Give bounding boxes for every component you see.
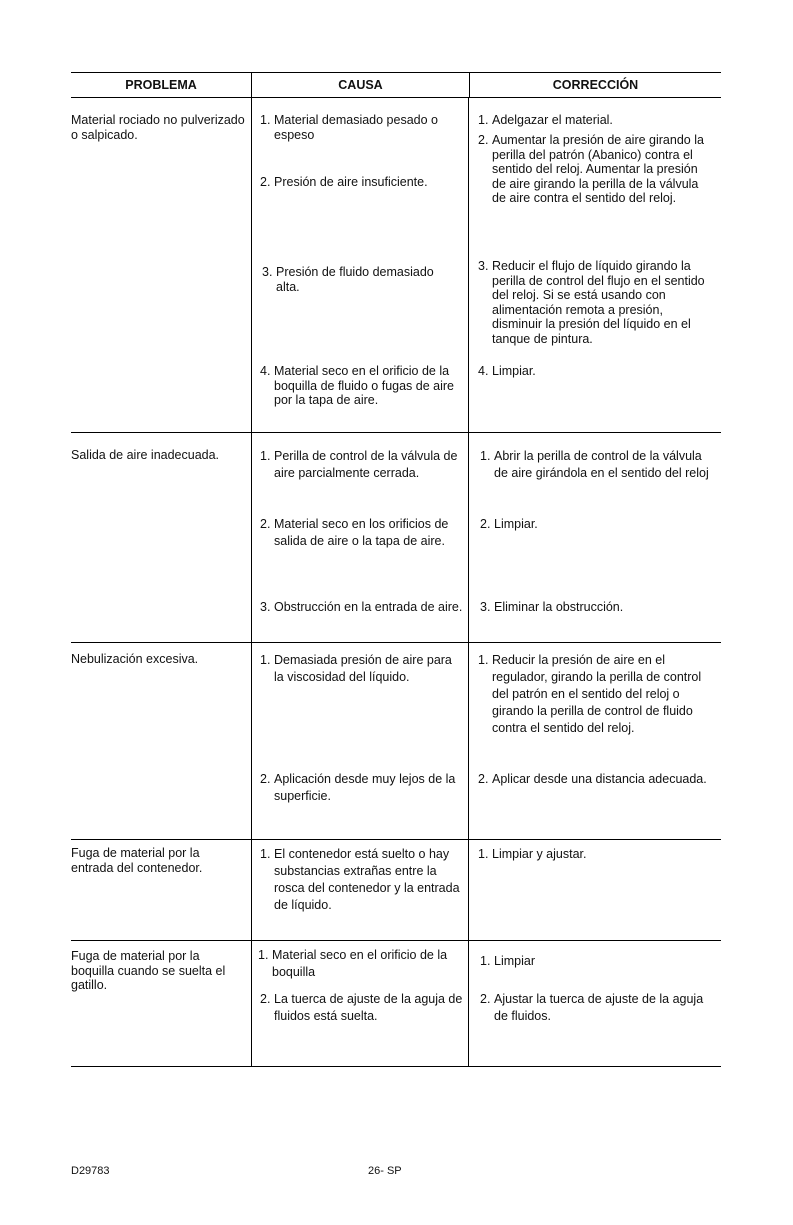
item-text: Abrir la perilla de control de la válvula de aire girándola en el sentido del reloj (494, 449, 709, 480)
causa-item (260, 991, 464, 1025)
page-number: 26- SP (368, 1165, 402, 1177)
table-row (71, 941, 721, 1067)
causa-item (258, 947, 466, 981)
item-number: 2. (480, 517, 491, 531)
item-text: Limpiar (494, 954, 535, 968)
correccion-item (478, 364, 715, 379)
item-text: Material seco en el orificio de la boquilla (272, 948, 448, 979)
causa-item (260, 652, 460, 686)
item-text: Presión de fluido demasiado alta. (276, 265, 434, 294)
causa-item (260, 364, 464, 408)
correccion-item (478, 113, 715, 128)
causa-item (260, 448, 460, 482)
item-number: 1. (258, 948, 269, 962)
item-number: 3. (260, 600, 271, 614)
item-number: 3. (478, 259, 489, 273)
causa-item (260, 771, 460, 805)
problema-text: Material rociado no pulverizado o salpicado. (71, 113, 245, 142)
problema-cell (71, 840, 251, 940)
causa-item (262, 265, 460, 294)
document-code: D29783 (71, 1165, 110, 1177)
table-row (71, 98, 721, 433)
item-text: Limpiar. (492, 364, 536, 378)
problema-text: Fuga de material por la entrada del contenedor. (71, 846, 203, 875)
correccion-item (480, 991, 717, 1025)
table-row (71, 643, 721, 840)
item-text: Aumentar la presión de aire girando la perilla del patrón (Abanico) contra el sentido del reloj. Aumentar la presión de aire girando la perilla de la válvula de aire contra el sentido del reloj. (492, 133, 704, 205)
item-text: Eliminar la obstrucción. (494, 600, 624, 614)
item-text: Material seco en los orificios de salida de aire o la tapa de aire. (274, 517, 449, 548)
item-number: 1. (260, 653, 271, 667)
item-number: 1. (260, 449, 271, 463)
item-number: 1. (478, 653, 489, 667)
causa-item (260, 175, 460, 190)
header-problema: PROBLEMA (125, 78, 197, 92)
correccion-item (480, 953, 715, 970)
causa-cell (251, 433, 468, 642)
item-text: Limpiar y ajustar. (492, 847, 587, 861)
correccion-item (478, 771, 715, 788)
correccion-cell (468, 98, 719, 432)
correccion-cell (468, 433, 719, 642)
causa-item (260, 846, 464, 914)
item-text: Ajustar la tuerca de ajuste de la aguja de fluidos. (494, 992, 704, 1023)
item-number: 1. (480, 449, 491, 463)
causa-item (260, 113, 460, 142)
causa-cell (251, 643, 468, 839)
item-number: 2. (260, 175, 271, 189)
header-causa: CAUSA (251, 73, 469, 97)
item-number: 2. (260, 992, 271, 1006)
item-text: Demasiada presión de aire para la viscosidad del líquido. (274, 653, 452, 684)
correccion-cell (468, 941, 719, 1066)
item-text: Perilla de control de la válvula de aire parcialmente cerrada. (274, 449, 458, 480)
correccion-item (478, 846, 715, 863)
problema-cell (71, 643, 251, 839)
item-number: 1. (480, 954, 491, 968)
item-text: Aplicar desde una distancia adecuada. (492, 772, 707, 786)
table-row (71, 840, 721, 941)
item-number: 1. (478, 847, 489, 861)
item-number: 2. (478, 133, 489, 147)
item-text: Obstrucción en la entrada de aire. (274, 600, 463, 614)
problema-text: Nebulización excesiva. (71, 652, 199, 666)
problema-text: Fuga de material por la boquilla cuando se suelta el gatillo. (71, 949, 226, 992)
item-text: Reducir la presión de aire en el regulador, girando la perilla de control del patrón en el sentido del reloj o girando la perilla de control de fluido contra el sentido del reloj. (492, 653, 702, 735)
item-number: 4. (260, 364, 271, 378)
item-text: La tuerca de ajuste de la aguja de fluidos está suelta. (274, 992, 463, 1023)
correccion-item (478, 259, 715, 346)
item-number: 2. (480, 992, 491, 1006)
causa-cell (251, 840, 468, 940)
correccion-cell (468, 840, 719, 940)
item-number: 2. (260, 517, 271, 531)
item-number: 4. (478, 364, 489, 378)
correccion-cell (468, 643, 719, 839)
problema-cell (71, 941, 251, 1066)
item-text: Reducir el flujo de líquido girando la perilla de control del flujo en el sentido del reloj. Si se está usando con alimentación remota a presión, disminuir la presión del líquido en el tanque de pintura. (492, 259, 705, 346)
causa-cell (251, 98, 468, 432)
causa-item (260, 516, 460, 550)
item-number: 3. (480, 600, 491, 614)
item-number: 2. (478, 772, 489, 786)
item-text: Limpiar. (494, 517, 538, 531)
item-text: El contenedor está suelto o hay substancias extrañas entre la rosca del contenedor y la entrada de líquido. (274, 847, 460, 912)
item-text: Aplicación desde muy lejos de la superficie. (274, 772, 456, 803)
table-header (71, 72, 721, 98)
problema-cell (71, 433, 251, 642)
item-text: Material seco en el orificio de la boquilla de fluido o fugas de aire por la tapa de aire. (274, 364, 454, 407)
causa-cell (251, 941, 468, 1066)
item-number: 3. (262, 265, 273, 279)
item-text: Presión de aire insuficiente. (274, 175, 428, 189)
troubleshooting-table (71, 72, 721, 1067)
correccion-item (480, 599, 715, 616)
item-number: 1. (478, 113, 489, 127)
item-text: Material demasiado pesado o espeso (274, 113, 438, 142)
causa-item (260, 599, 464, 616)
header-correccion: CORRECCIÓN (469, 73, 721, 97)
problema-cell (71, 98, 251, 432)
correccion-item (478, 652, 717, 737)
item-number: 1. (260, 847, 271, 861)
correccion-item (480, 516, 715, 533)
item-text: Adelgazar el material. (492, 113, 613, 127)
table-row (71, 433, 721, 643)
item-number: 1. (260, 113, 271, 127)
correccion-item (480, 448, 715, 482)
correccion-item (478, 133, 715, 206)
problema-text: Salida de aire inadecuada. (71, 448, 220, 462)
item-number: 2. (260, 772, 271, 786)
